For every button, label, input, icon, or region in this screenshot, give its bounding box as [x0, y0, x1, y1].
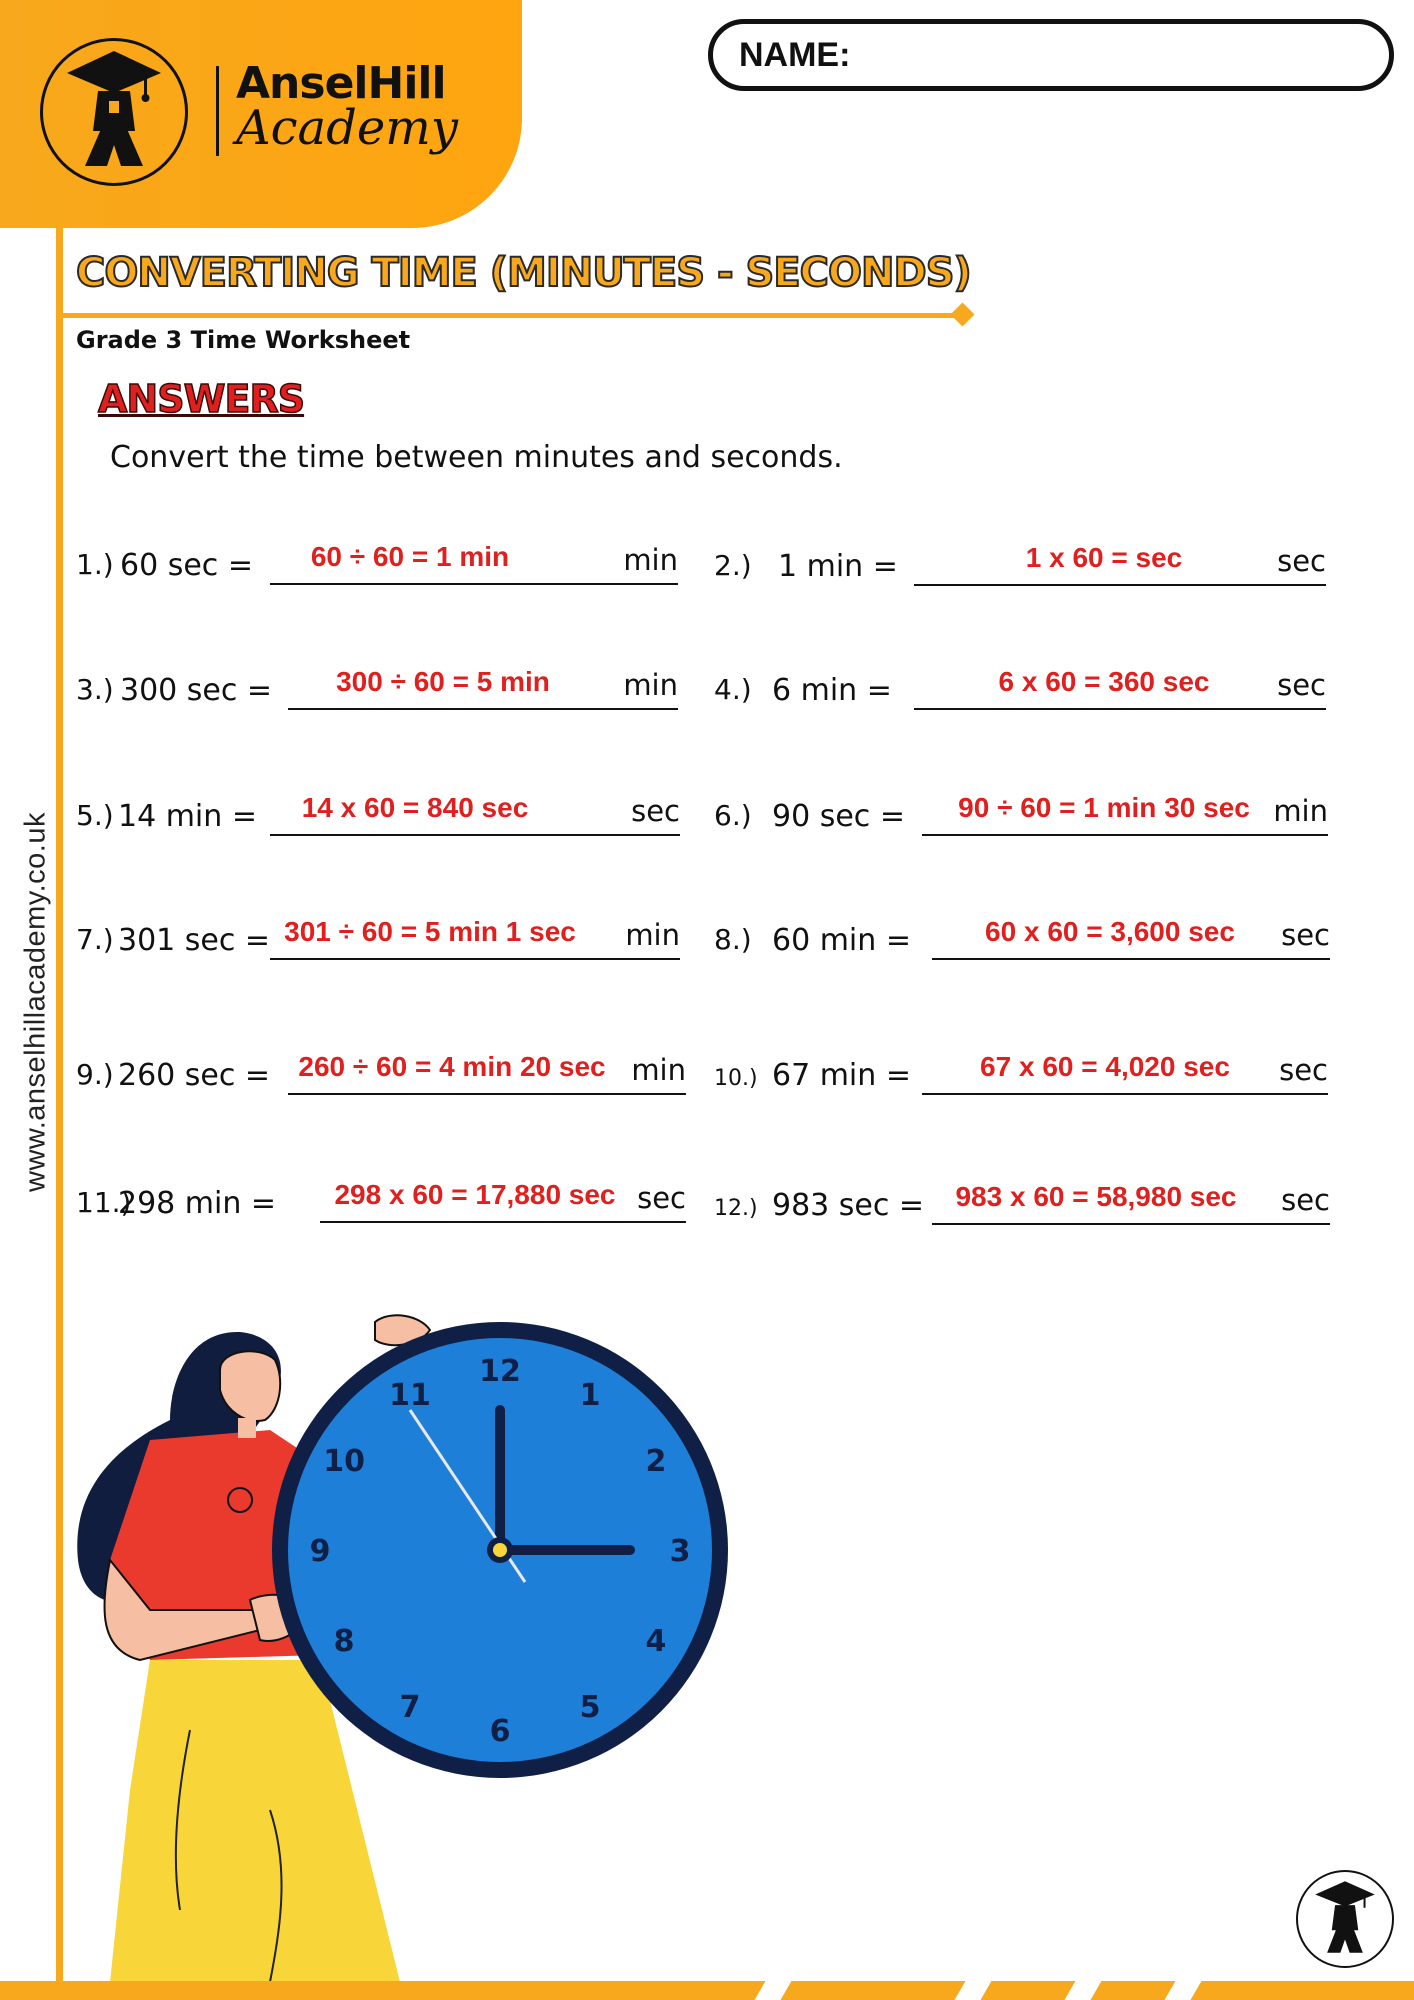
problem-answer: 90 ÷ 60 = 1 min 30 sec — [958, 792, 1250, 823]
problem-number: 10.) — [714, 1066, 758, 1091]
problem-number: 3.) — [76, 673, 114, 706]
problem-number: 8.) — [714, 923, 752, 956]
clock-illustration — [70, 1310, 750, 1982]
clock-number: 4 — [645, 1624, 667, 1659]
problem-unit: sec — [1279, 1053, 1328, 1087]
clock-number: 11 — [389, 1378, 431, 1414]
answer-line — [270, 834, 680, 836]
answer-line — [914, 584, 1326, 586]
problem-number: 1.) — [76, 548, 114, 581]
problem-unit: min — [623, 668, 678, 702]
problem-question: 301 sec = — [118, 923, 271, 958]
problem-unit: sec — [1277, 544, 1326, 578]
answers-heading: ANSWERS — [98, 377, 305, 421]
woman-holding-clock-illustration — [70, 1310, 750, 1986]
problem-answer: 14 x 60 = 840 sec — [301, 792, 529, 823]
problem-question: 1 min = — [778, 549, 898, 584]
answer-line — [914, 708, 1326, 710]
clock-number: 1 — [579, 1378, 601, 1414]
problem-8 — [714, 900, 1330, 960]
problem-unit: min — [625, 918, 680, 952]
footer-band — [0, 1981, 1414, 2000]
answer-line — [288, 708, 678, 710]
problem-answer: 260 ÷ 60 = 4 min 20 sec — [298, 1051, 606, 1082]
problem-number: 5.) — [76, 799, 114, 832]
problem-9 — [76, 1035, 686, 1095]
problem-question: 298 min = — [118, 1186, 277, 1221]
problem-7 — [76, 900, 680, 960]
clock-number: 3 — [669, 1534, 691, 1569]
problem-6 — [714, 776, 1328, 836]
answer-line — [932, 1223, 1330, 1225]
worksheet-subtitle: Grade 3 Time Worksheet — [76, 326, 411, 354]
problem-question: 90 sec = — [772, 799, 905, 834]
website-url: www.anselhillacademy.co.uk — [19, 812, 52, 1192]
problem-4 — [714, 650, 1326, 710]
clock-number: 10 — [323, 1444, 365, 1479]
problem-answer: 6 x 60 = 360 sec — [998, 666, 1210, 697]
graduation-tower-icon — [1298, 1872, 1392, 1966]
answer-line — [270, 583, 678, 585]
problem-answer: 983 x 60 = 58,980 sec — [955, 1181, 1237, 1212]
problem-11 — [76, 1163, 686, 1223]
problem-question: 300 sec = — [120, 673, 273, 708]
problem-unit: sec — [631, 794, 680, 828]
problem-number: 2.) — [714, 549, 752, 582]
problem-unit: sec — [1281, 1183, 1330, 1217]
problem-answer: 1 x 60 = sec — [1025, 542, 1183, 573]
clock-number: 5 — [579, 1689, 601, 1725]
problem-2 — [714, 526, 1326, 586]
clock-number: 2 — [645, 1444, 667, 1479]
page-title: CONVERTING TIME (MINUTES - SECONDS) — [76, 250, 971, 296]
problem-unit: sec — [1281, 918, 1330, 952]
problem-10 — [714, 1035, 1328, 1095]
header-logo-block — [0, 0, 522, 228]
graduation-tower-icon — [43, 41, 185, 183]
problem-answer: 60 ÷ 60 = 1 min — [310, 541, 510, 572]
logo-divider — [216, 66, 219, 156]
problem-answer: 300 ÷ 60 = 5 min — [336, 666, 550, 697]
name-label: NAME: — [739, 36, 851, 74]
answer-line — [922, 834, 1328, 836]
problem-question: 67 min = — [772, 1058, 911, 1093]
clock-number: 8 — [333, 1624, 355, 1659]
brand-name: AnselHill — [236, 58, 446, 109]
problem-number: 6.) — [714, 799, 752, 832]
instructions: Convert the time between minutes and seconds. — [110, 440, 843, 475]
problem-unit: min — [1273, 794, 1328, 828]
problem-5 — [76, 776, 680, 836]
problem-question: 14 min = — [118, 799, 257, 834]
brand-name-script: Academy — [236, 100, 458, 156]
problem-answer: 301 ÷ 60 = 5 min 1 sec — [284, 916, 576, 947]
name-field[interactable] — [708, 19, 1394, 91]
clock-number: 7 — [399, 1689, 421, 1725]
answer-line — [932, 958, 1330, 960]
answer-line — [320, 1221, 686, 1223]
problem-12 — [714, 1165, 1330, 1225]
problem-question: 983 sec = — [772, 1188, 925, 1223]
footer-logo — [1296, 1870, 1394, 1968]
problem-number: 7.) — [76, 923, 114, 956]
problem-unit: sec — [637, 1181, 686, 1215]
problem-question: 6 min = — [772, 673, 892, 708]
problem-unit: sec — [1277, 668, 1326, 702]
problem-unit: min — [631, 1053, 686, 1087]
problem-answer: 298 x 60 = 17,880 sec — [334, 1179, 616, 1210]
title-underline — [62, 313, 965, 318]
problem-unit: min — [623, 543, 678, 577]
academy-logo-emblem — [40, 38, 188, 186]
clock-number: 12 — [479, 1354, 521, 1389]
problem-question: 60 min = — [772, 923, 911, 958]
problem-number: 11.) — [76, 1186, 132, 1219]
problem-answer: 60 x 60 = 3,600 sec — [985, 916, 1235, 947]
clock-number: 6 — [489, 1714, 511, 1749]
problem-number: 9.) — [76, 1058, 114, 1091]
problem-question: 60 sec = — [120, 548, 253, 583]
problem-1 — [76, 525, 678, 585]
left-accent-rule — [56, 228, 63, 1983]
problem-answer: 67 x 60 = 4,020 sec — [980, 1051, 1230, 1082]
problem-3 — [76, 650, 678, 710]
answer-line — [270, 958, 680, 960]
problem-number: 4.) — [714, 673, 752, 706]
problem-number: 12.) — [714, 1196, 758, 1221]
answer-line — [288, 1093, 686, 1095]
problem-question: 260 sec = — [118, 1058, 271, 1093]
clock-number: 9 — [309, 1534, 331, 1569]
answer-line — [922, 1093, 1328, 1095]
title-diamond-ornament — [950, 302, 974, 326]
